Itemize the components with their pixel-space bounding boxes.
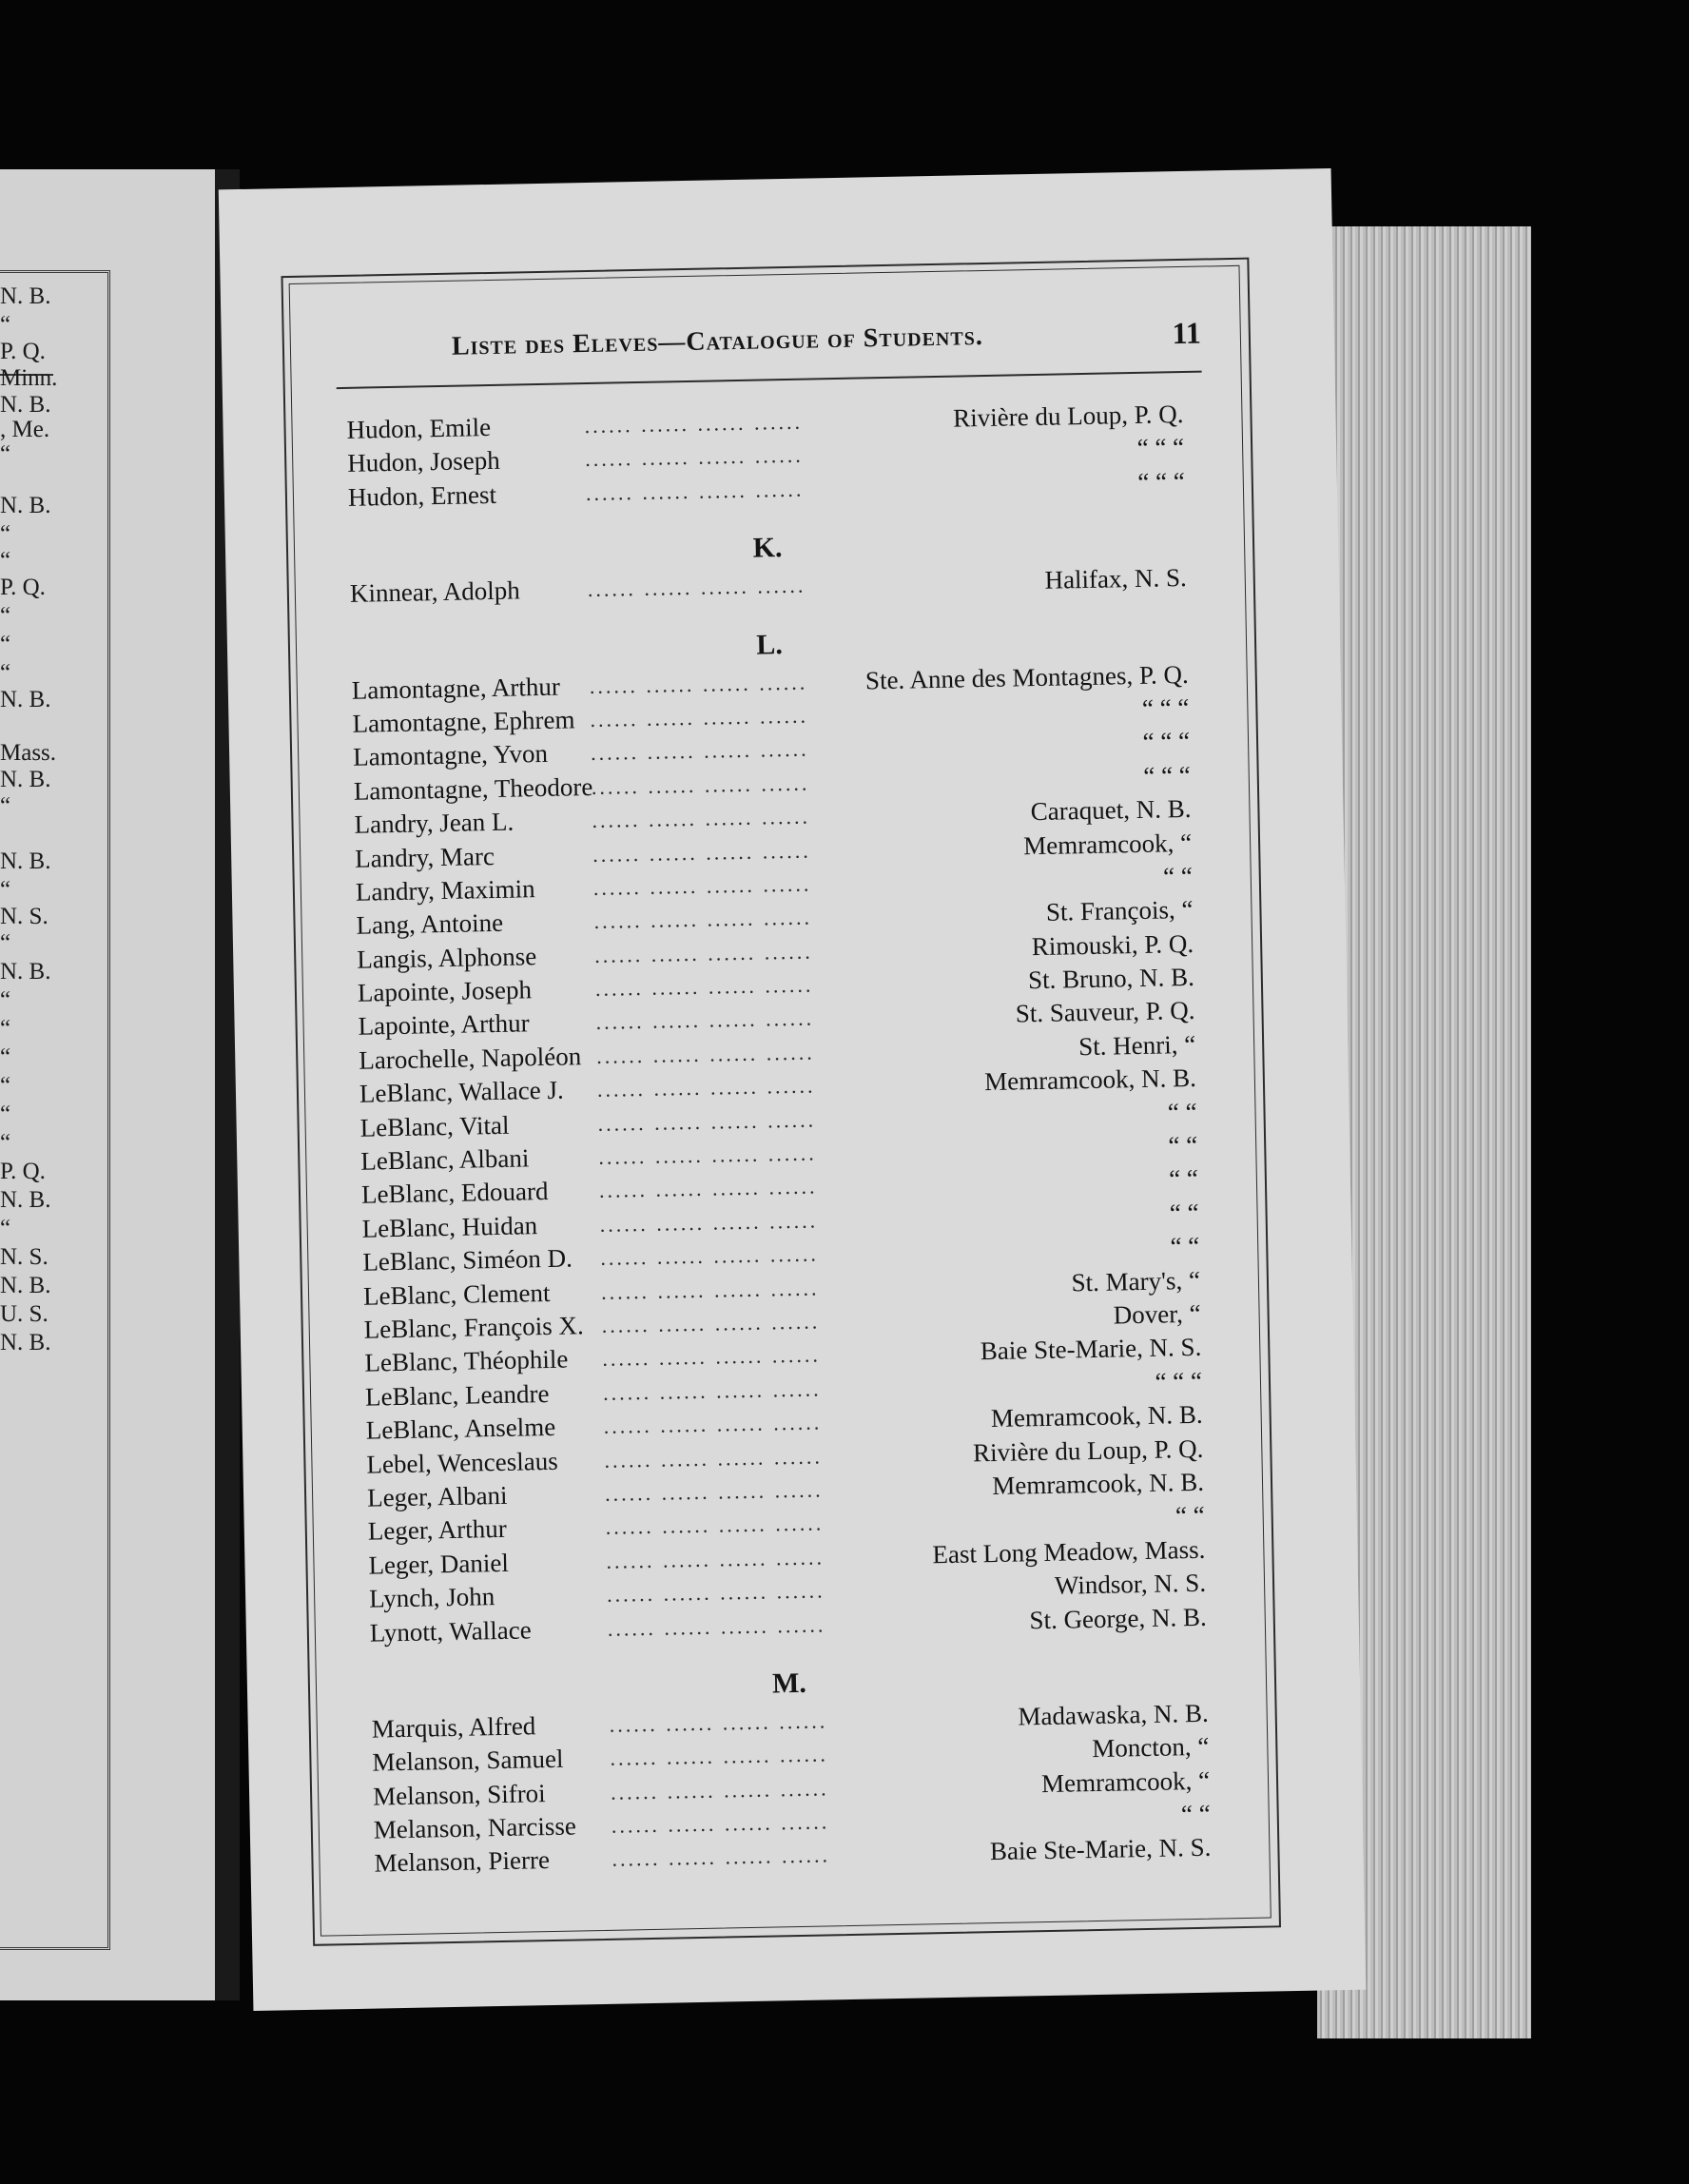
student-name: Lebel, Wenceslaus — [366, 1446, 558, 1479]
hometown: St. François, “ — [1045, 895, 1194, 927]
previous-page-fragment: “ — [0, 548, 11, 574]
previous-page-fragment: P. Q. — [0, 575, 46, 600]
leader-dots: ...... ...... ...... ...... — [612, 1843, 831, 1872]
leader-dots: ...... ...... ...... ...... — [592, 838, 811, 867]
hometown: “ “ — [1168, 1130, 1198, 1160]
previous-page-fragment: N. B. — [0, 1330, 51, 1355]
hometown: Baie Ste-Marie, N. S. — [989, 1833, 1212, 1866]
student-name: Leger, Albani — [366, 1480, 508, 1512]
section-letter: L. — [755, 628, 784, 661]
hometown: St. George, N. B. — [1029, 1602, 1207, 1634]
leader-dots: ...... ...... ...... ...... — [606, 1578, 825, 1607]
leader-dots: ...... ...... ...... ...... — [594, 939, 813, 967]
hometown: Windsor, N. S. — [1054, 1568, 1207, 1600]
running-head: Liste des Eleves—Catalogue of Students. — [451, 322, 984, 361]
hometown: “ “ “ — [1141, 692, 1190, 723]
student-name: LeBlanc, François X. — [363, 1311, 584, 1344]
hometown: “ “ — [1167, 1097, 1197, 1127]
previous-page-fragment: P. Q. — [0, 339, 46, 364]
student-name: Larochelle, Napoléon — [359, 1042, 582, 1075]
student-name: LeBlanc, Huidan — [361, 1210, 538, 1243]
hometown: Rivière du Loup, P. Q. — [952, 399, 1184, 433]
leader-dots: ...... ...... ...... ...... — [587, 573, 806, 602]
student-name: LeBlanc, Vital — [359, 1110, 510, 1142]
leader-dots: ...... ...... ...... ...... — [601, 1309, 821, 1337]
hometown: Dover, “ — [1113, 1298, 1201, 1330]
previous-page-fragment: “ — [0, 987, 11, 1013]
previous-page-fragment: N. S. — [0, 1244, 49, 1270]
hometown: Memramcook, “ — [1022, 828, 1193, 860]
hometown: East Long Meadow, Mass. — [932, 1534, 1206, 1569]
hometown: “ “ “ — [1136, 433, 1185, 463]
leader-dots: ...... ...... ...... ...... — [611, 1809, 830, 1838]
section-letter: K. — [752, 532, 783, 564]
hometown: Caraquet, N. B. — [1030, 794, 1192, 827]
student-name: LeBlanc, Wallace J. — [359, 1075, 564, 1108]
leader-dots: ...... ...... ...... ...... — [596, 1073, 816, 1102]
previous-page-fragment: N. B. — [0, 1187, 51, 1213]
hometown: Rimouski, P. Q. — [1031, 928, 1194, 961]
leader-dots: ...... ...... ...... ...... — [594, 972, 814, 1002]
hometown: “ “ “ — [1142, 727, 1191, 757]
catalogue-page — [219, 168, 1367, 2011]
student-name: Lapointe, Joseph — [357, 975, 533, 1007]
hometown: Madawaska, N. B. — [1018, 1698, 1209, 1731]
hometown: “ “ — [1162, 861, 1194, 891]
leader-dots: ...... ...... ...... ...... — [602, 1342, 822, 1372]
previous-page-fragment: “ — [0, 1130, 11, 1156]
leader-dots: ...... ...... ...... ...... — [604, 1477, 824, 1506]
leader-dots: ...... ...... ...... ...... — [599, 1208, 819, 1237]
student-name: Lapointe, Arthur — [358, 1008, 530, 1042]
previous-page-fragment: U. S. — [0, 1301, 49, 1327]
leader-dots: ...... ...... ...... ...... — [589, 670, 808, 698]
student-name: Lamontagne, Arthur — [351, 672, 561, 705]
previous-page — [0, 169, 221, 2000]
previous-page-fragment: N. B. — [0, 283, 51, 309]
leader-dots: ...... ...... ...... ...... — [590, 736, 809, 766]
previous-page-fragment: “ — [0, 1216, 11, 1241]
hometown: “ “ — [1175, 1501, 1205, 1531]
hometown: Memramcook, N. B. — [983, 1063, 1197, 1097]
leader-dots: ...... ...... ...... ...... — [604, 1444, 824, 1472]
leader-dots: ...... ...... ...... ...... — [592, 804, 811, 833]
previous-page-fragment: N. B. — [0, 687, 51, 712]
leader-dots: ...... ...... ...... ...... — [602, 1376, 822, 1405]
hometown: Memramcook, N. B. — [990, 1399, 1203, 1433]
student-name: Langis, Alphonse — [356, 941, 537, 974]
leader-dots: ...... ...... ...... ...... — [610, 1742, 829, 1771]
hometown: Moncton, “ — [1092, 1731, 1210, 1764]
student-name: Lamontagne, Theodore — [353, 771, 593, 806]
hometown: “ “ “ — [1142, 760, 1192, 790]
previous-page-fragment: “ — [0, 877, 11, 903]
leader-dots: ...... ...... ...... ...... — [598, 1174, 818, 1203]
student-name: Landry, Marc — [354, 841, 495, 873]
previous-page-fragment: “ — [0, 660, 11, 686]
hometown: Baie Ste-Marie, N. S. — [980, 1333, 1202, 1366]
student-name: LeBlanc, Siméon D. — [362, 1243, 573, 1277]
leader-dots: ...... ...... ...... ...... — [585, 443, 804, 472]
hometown: “ “ — [1170, 1232, 1200, 1261]
hometown: “ “ “ — [1137, 466, 1186, 497]
section-letter: M. — [771, 1667, 807, 1700]
previous-page-fragment: “ — [0, 521, 11, 547]
hometown: St. Mary's, “ — [1071, 1265, 1201, 1297]
previous-page-fragment: Minn. — [0, 365, 58, 391]
previous-page-fragment: “ — [0, 1016, 11, 1042]
previous-page-fragment: N. S. — [0, 904, 49, 929]
student-name: Landry, Jean L. — [354, 807, 514, 839]
leader-dots: ...... ...... ...... ...... — [591, 770, 810, 799]
previous-page-fragment: “ — [0, 1044, 11, 1070]
student-name: LeBlanc, Théophile — [364, 1344, 569, 1378]
hometown: St. Sauveur, P. Q. — [1015, 996, 1195, 1028]
leader-dots: ...... ...... ...... ...... — [592, 871, 812, 900]
student-name: LeBlanc, Clement — [362, 1277, 551, 1311]
previous-page-fragment: “ — [0, 441, 11, 467]
previous-page-fragment: N. B. — [0, 848, 51, 874]
hometown: Rivière du Loup, P. Q. — [972, 1433, 1204, 1467]
page-number: 11 — [1172, 315, 1202, 351]
leader-dots: ...... ...... ...... ...... — [600, 1276, 820, 1304]
leader-dots: ...... ...... ...... ...... — [607, 1611, 826, 1641]
leader-dots: ...... ...... ...... ...... — [598, 1141, 818, 1169]
previous-page-fragment: “ — [0, 1073, 11, 1099]
hometown: “ “ — [1168, 1164, 1199, 1194]
student-name: Kinnear, Adolph — [349, 575, 521, 609]
student-name: Lang, Antoine — [356, 908, 504, 941]
student-name: LeBlanc, Albani — [360, 1143, 530, 1176]
student-name: Lamontagne, Yvon — [352, 739, 549, 772]
previous-page-fragment: P. Q. — [0, 1159, 46, 1184]
hometown: St. Bruno, N. B. — [1027, 962, 1195, 995]
student-name: LeBlanc, Leandre — [364, 1378, 550, 1412]
student-name: Leger, Arthur — [367, 1514, 507, 1546]
previous-page-fragment: N. B. — [0, 392, 51, 418]
hometown: “ “ — [1169, 1198, 1199, 1228]
leader-dots: ...... ...... ...... ...... — [609, 1708, 828, 1737]
leader-dots: ...... ...... ...... ...... — [606, 1545, 825, 1573]
previous-page-fragment: “ — [0, 1102, 11, 1127]
student-name: Lynch, John — [368, 1582, 495, 1613]
student-name: LeBlanc, Edouard — [360, 1177, 549, 1210]
student-name: Hudon, Joseph — [346, 446, 501, 478]
leader-dots: ...... ...... ...... ...... — [605, 1511, 825, 1540]
leader-dots: ...... ...... ...... ...... — [596, 1040, 815, 1068]
leader-dots: ...... ...... ...... ...... — [600, 1241, 820, 1271]
previous-page-fragment: Mass. — [0, 740, 57, 766]
student-name: Leger, Daniel — [368, 1548, 510, 1580]
previous-page-fragment: “ — [0, 603, 11, 629]
leader-dots: ...... ...... ...... ...... — [597, 1107, 817, 1136]
hometown: Halifax, N. S. — [1044, 563, 1188, 595]
hometown: “ “ “ — [1155, 1366, 1203, 1396]
previous-page-fragment: “ — [0, 793, 11, 819]
student-name: Lynott, Wallace — [369, 1614, 532, 1648]
hometown: Ste. Anne des Montagnes, P. Q. — [864, 659, 1189, 695]
previous-page-fragment: , Me. — [0, 417, 50, 442]
leader-dots: ...... ...... ...... ...... — [590, 703, 809, 731]
hometown: Memramcook, “ — [1040, 1765, 1211, 1798]
leader-dots: ...... ...... ...... ...... — [595, 1006, 815, 1035]
student-name: Melanson, Pierre — [374, 1845, 551, 1879]
student-name: Marquis, Alfred — [371, 1711, 536, 1744]
leader-dots: ...... ...... ...... ...... — [603, 1410, 823, 1439]
student-name: Lamontagne, Ephrem — [352, 705, 575, 738]
previous-page-fragment: “ — [0, 930, 11, 956]
leader-dots: ...... ...... ...... ...... — [585, 477, 805, 505]
leader-dots: ...... ...... ...... ...... — [610, 1776, 829, 1804]
previous-page-fragment: “ — [0, 632, 11, 657]
student-name: LeBlanc, Anselme — [365, 1413, 556, 1445]
student-name: Melanson, Samuel — [372, 1745, 564, 1777]
hometown: “ “ — [1180, 1799, 1211, 1829]
leader-dots: ...... ...... ...... ...... — [584, 409, 804, 439]
student-name: Melanson, Sifroi — [372, 1778, 546, 1811]
previous-page-fragment: N. B. — [0, 959, 51, 985]
leader-dots: ...... ...... ...... ...... — [593, 905, 813, 934]
student-name: Melanson, Narcisse — [373, 1811, 577, 1844]
student-name: Landry, Maximin — [355, 874, 535, 907]
student-name: Hudon, Emile — [346, 412, 492, 444]
previous-page-fragment: N. B. — [0, 1273, 51, 1298]
previous-page-fragment: N. B. — [0, 493, 51, 518]
student-list — [346, 398, 1211, 1881]
hometown: St. Henri, “ — [1077, 1029, 1196, 1062]
student-name: Hudon, Ernest — [347, 479, 497, 512]
previous-page-fragment: “ — [0, 312, 11, 338]
previous-page-fragment: N. B. — [0, 767, 51, 792]
hometown: Memramcook, N. B. — [992, 1467, 1205, 1500]
